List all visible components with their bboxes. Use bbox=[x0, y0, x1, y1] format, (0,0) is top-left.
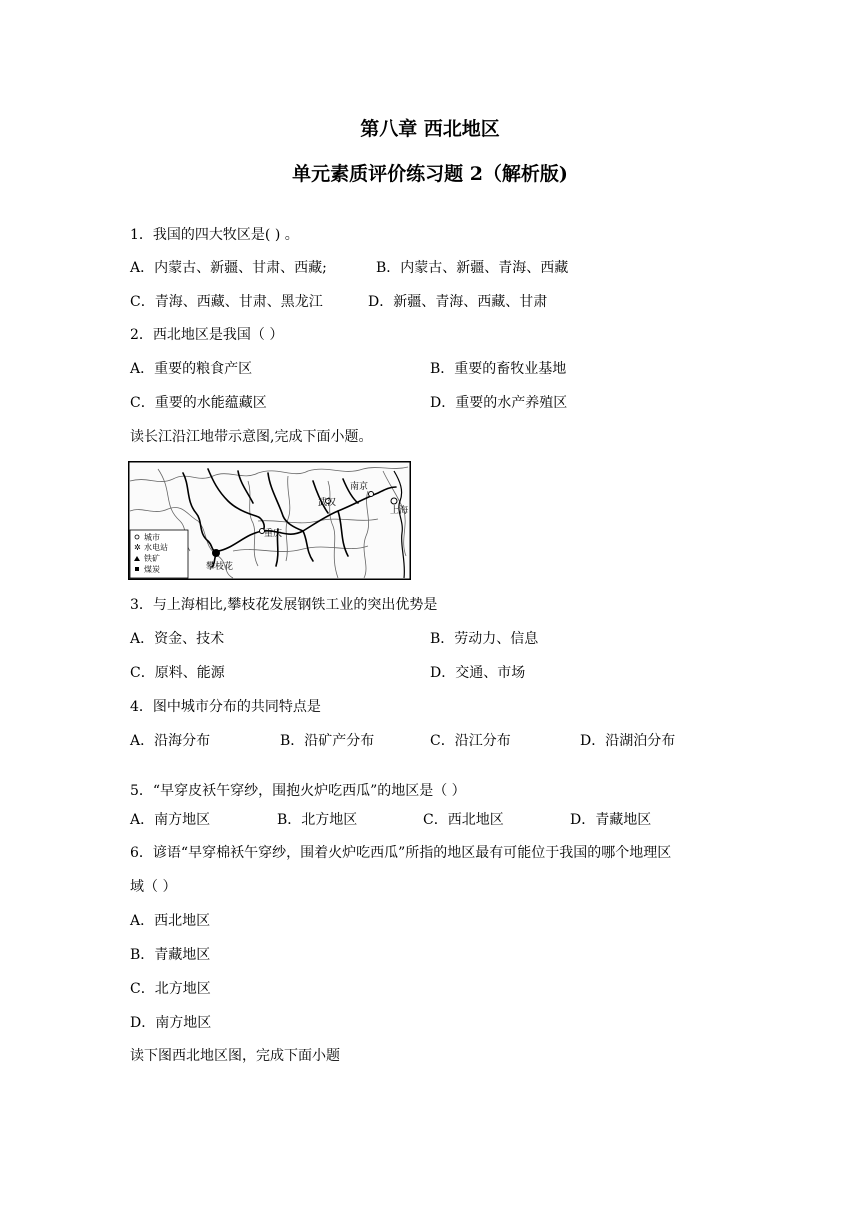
map-label-panzhihua: 攀枝花 bbox=[206, 562, 234, 572]
q2-option-c: C．重要的水能蕴藏区 bbox=[130, 395, 267, 411]
legend-city: 城市 bbox=[144, 533, 160, 542]
q6-option-c: C．北方地区 bbox=[130, 981, 211, 997]
q5-option-c: C．西北地区 bbox=[423, 812, 504, 828]
map-label-nanjing: 南京 bbox=[350, 482, 369, 492]
q3-option-c: C．原料、能源 bbox=[130, 665, 225, 681]
q1-option-a: A．内蒙古、新疆、甘肃、西藏; bbox=[130, 260, 327, 276]
q1-stem: 1．我国的四大牧区是( ) 。 bbox=[130, 227, 299, 243]
legend-coal: 煤炭 bbox=[144, 565, 160, 574]
page-subtitle: 单元素质评价练习题 2（解析版) bbox=[292, 163, 568, 185]
svg-text:✲: ✲ bbox=[134, 543, 141, 552]
q6-stem-line1: 6．谚语“早穿棉袄午穿纱，围着火炉吃西瓜”所指的地区最有可能位于我国的哪个地理区 bbox=[130, 845, 672, 861]
map-label-chongqing: 重庆 bbox=[264, 529, 283, 539]
map-label-shanghai: 上海 bbox=[390, 506, 409, 516]
q6-option-d: D．南方地区 bbox=[130, 1015, 212, 1031]
legend-hydro: 水电站 bbox=[144, 543, 168, 552]
q5-stem: 5．“早穿皮袄午穿纱，围抱火炉吃西瓜”的地区是（ ） bbox=[130, 783, 466, 799]
q2-option-b: B．重要的畜牧业基地 bbox=[430, 361, 567, 377]
q1-option-d: D．新疆、青海、西藏、甘肃 bbox=[368, 294, 548, 310]
northwest-map-intro: 读下图西北地区图，完成下面小题 bbox=[130, 1048, 340, 1064]
q5-option-a: A．南方地区 bbox=[130, 812, 211, 828]
q6-option-b: B．青藏地区 bbox=[130, 947, 211, 963]
q2-option-d: D．重要的水产养殖区 bbox=[430, 395, 568, 411]
q4-stem: 4．图中城市分布的共同特点是 bbox=[130, 699, 321, 715]
q3-option-d: D．交通、市场 bbox=[430, 665, 526, 681]
q4-option-c: C．沿江分布 bbox=[430, 733, 511, 749]
legend-iron: 铁矿 bbox=[144, 554, 160, 563]
q6-stem-line2: 域（ ） bbox=[130, 879, 177, 895]
q4-option-a: A．沿海分布 bbox=[130, 733, 211, 749]
q4-option-d: D．沿湖泊分布 bbox=[580, 733, 676, 749]
q2-stem: 2．西北地区是我国（ ） bbox=[130, 327, 284, 343]
q1-option-c: C．青海、西藏、甘肃、黑龙江 bbox=[130, 294, 323, 310]
q4-option-b: B．沿矿产分布 bbox=[280, 733, 375, 749]
q3-stem: 3．与上海相比,攀枝花发展钢铁工业的突出优势是 bbox=[130, 597, 438, 613]
q1-option-b: B．内蒙古、新疆、青海、西藏 bbox=[376, 260, 569, 276]
map-intro-text: 读长江沿江地带示意图,完成下面小题。 bbox=[130, 429, 373, 445]
q5-option-b: B．北方地区 bbox=[277, 812, 358, 828]
q3-option-b: B．劳动力、信息 bbox=[430, 631, 539, 647]
q3-option-a: A．资金、技术 bbox=[130, 631, 225, 647]
q2-option-a: A．重要的粮食产区 bbox=[130, 361, 253, 377]
chapter-title: 第八章 西北地区 bbox=[360, 118, 500, 140]
yangtze-map bbox=[128, 461, 411, 580]
map-label-wuhan: 武汉 bbox=[318, 498, 337, 508]
q5-option-d: D．青藏地区 bbox=[570, 812, 652, 828]
q6-option-a: A．西北地区 bbox=[130, 913, 211, 929]
